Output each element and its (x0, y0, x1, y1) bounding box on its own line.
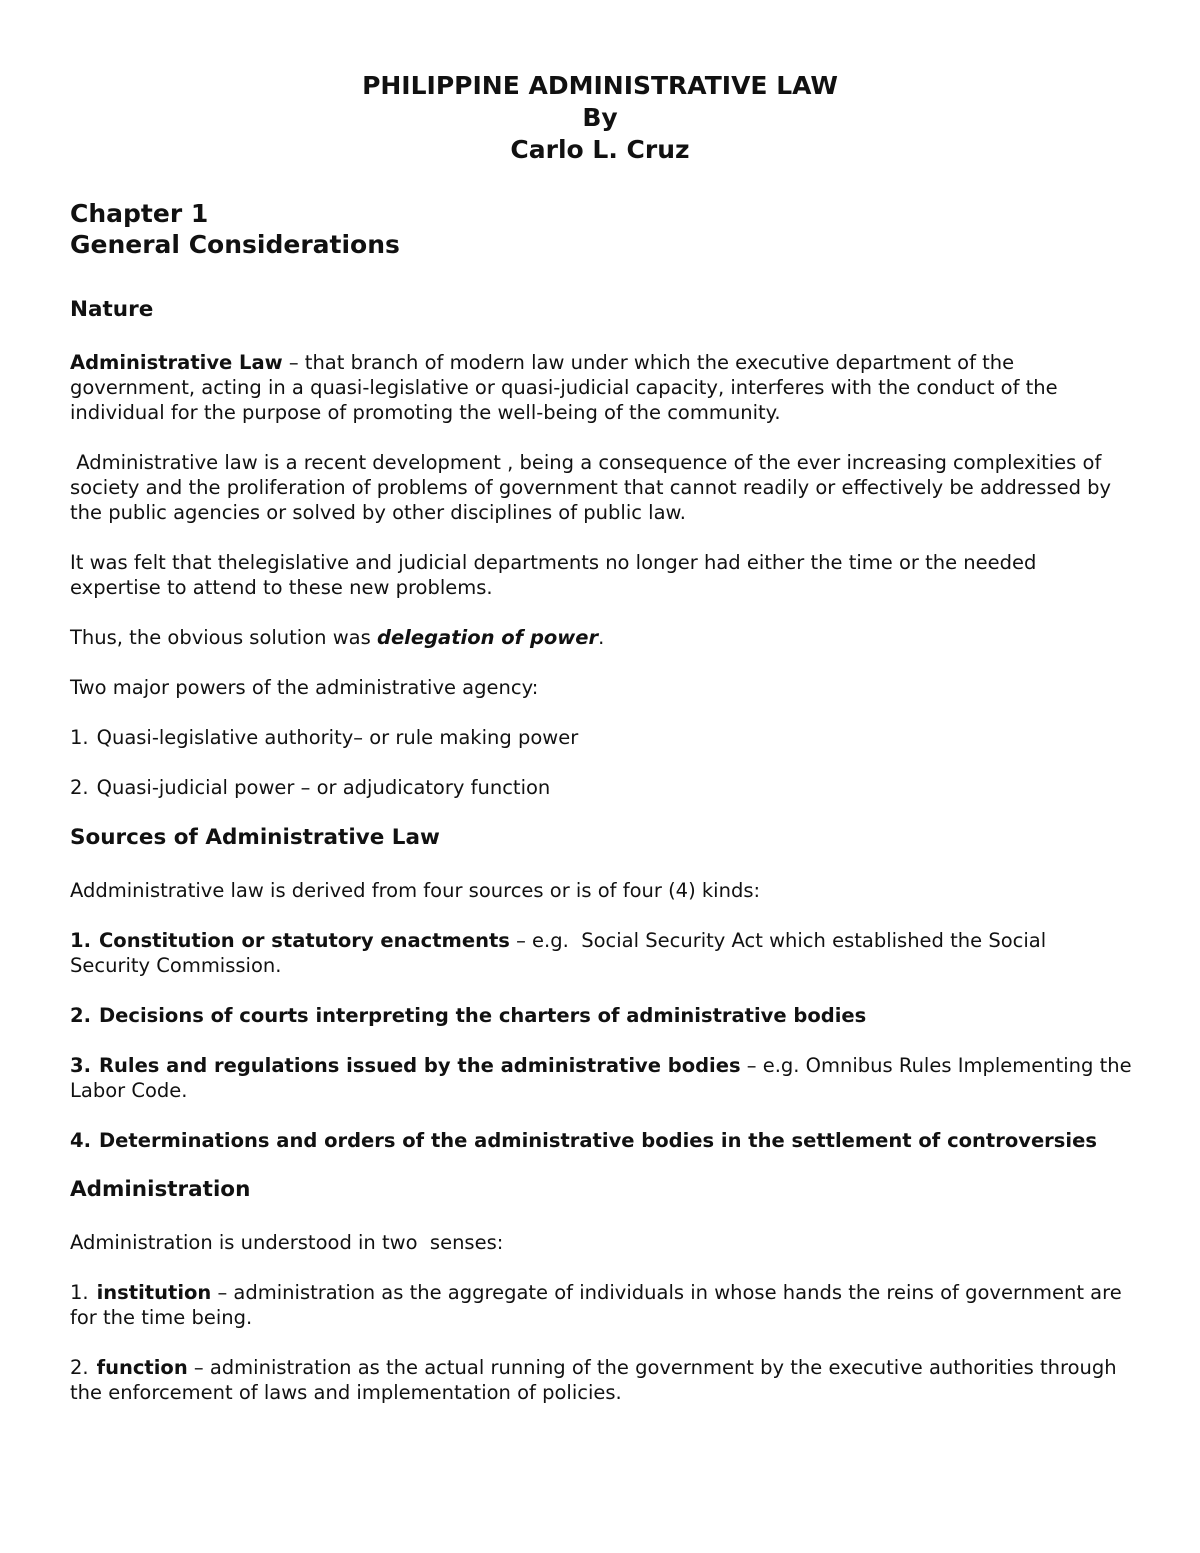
list-number: 2. (70, 1004, 91, 1027)
list-number: 1. (70, 726, 89, 749)
list-text: Quasi-judicial power – or adjudicatory function (96, 776, 551, 799)
list-bold-text: function (96, 1356, 188, 1379)
list-item-sense-1 (70, 1280, 1132, 1330)
list-bold-text: Decisions of courts interpreting the charters of administrative bodies (98, 1004, 867, 1027)
list-number: 1. (70, 1281, 89, 1304)
list-bold-text: Constitution or statutory enactments (98, 929, 510, 952)
list-bold-text: Determinations and orders of the administrative bodies in the settlement of controversies (98, 1129, 1097, 1152)
document-title: PHILIPPINE ADMINISTRATIVE LAW (362, 71, 838, 100)
chapter-number: Chapter 1 (70, 199, 209, 228)
list-item-source-2 (70, 1003, 1132, 1028)
definition-term: Administrative Law (70, 351, 283, 374)
list-text: Quasi-legislative authority– or rule making power (96, 726, 579, 749)
list-item-sense-2 (70, 1355, 1132, 1405)
list-item-source-3 (70, 1053, 1132, 1103)
paragraph-legislative-judicial: It was felt that thelegislative and judicial departments no longer had either the time or the needed expertise to attend to these new problems. (70, 551, 1037, 599)
list-text: – administration as the actual running of the government by the executive authorities through the enforcement of laws and implementation of policies. (70, 1356, 1117, 1404)
paragraph-sources-intro: Addministrative law is derived from four sources or is of four (4) kinds: (70, 879, 761, 902)
list-number: 1. (70, 929, 91, 952)
chapter-title: General Considerations (70, 230, 400, 259)
list-bold-text: institution (96, 1281, 212, 1304)
list-item-power-2 (70, 775, 1132, 800)
paragraph-delegation (70, 625, 1132, 650)
delegation-prefix: Thus, the obvious solution was (70, 626, 377, 649)
paragraph-two-powers: Two major powers of the administrative agency: (70, 676, 539, 699)
list-text: – e.g. Omnibus Rules Implementing the Labor Code. (70, 1054, 1132, 1102)
paragraph-recent-development: Administrative law is a recent development , being a consequence of the ever increasing complexities of society and the proliferation of problems of government that cannot readily or effectively be addressed by the public agencies or solved by other disciplines of public law. (70, 451, 1118, 524)
delegation-suffix: . (598, 626, 605, 649)
section-heading-administration: Administration (70, 1177, 251, 1202)
definition-paragraph (70, 350, 1132, 425)
list-number: 4. (70, 1129, 91, 1152)
section-heading-sources: Sources of Administrative Law (70, 825, 440, 850)
list-item-source-4 (70, 1128, 1132, 1153)
list-bold-text: Rules and regulations issued by the administrative bodies (98, 1054, 741, 1077)
list-item-source-1 (70, 928, 1132, 978)
list-text: – administration as the aggregate of individuals in whose hands the reins of government are for the time being. (70, 1281, 1122, 1329)
byline-by: By (582, 103, 618, 132)
delegation-emphasis: delegation of power (376, 626, 599, 649)
document-header (0, 70, 1200, 166)
document-body (70, 198, 1132, 1430)
definition-text: – that branch of modern law under which the executive department of the government, acting in a quasi-legislative or quasi-judicial capacity, interferes with the conduct of the individual for the purpose of promoting the well-being of the community. (70, 351, 1058, 424)
list-text: – e.g. Social Security Act which established the Social Security Commission. (70, 929, 1053, 977)
chapter-heading (70, 198, 1132, 260)
list-item-power-1 (70, 725, 1132, 750)
list-number: 2. (70, 1356, 89, 1379)
author-name: Carlo L. Cruz (510, 135, 690, 164)
list-number: 3. (70, 1054, 91, 1077)
list-number: 2. (70, 776, 89, 799)
section-heading-nature: Nature (70, 297, 154, 322)
paragraph-administration-intro: Administration is understood in two senses: (70, 1231, 504, 1254)
